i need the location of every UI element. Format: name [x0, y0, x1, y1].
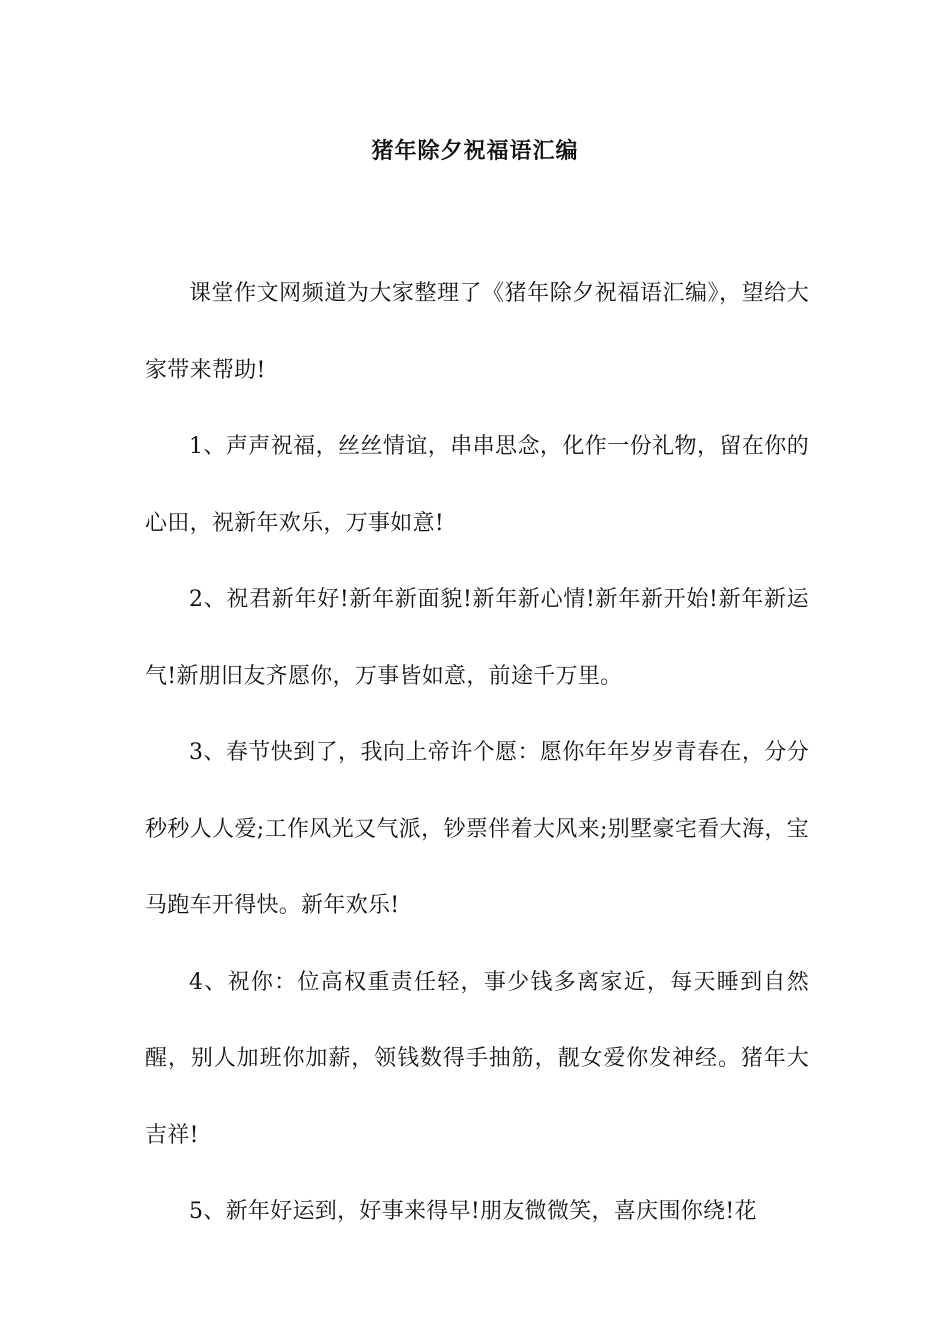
document-body [145, 256, 809, 1251]
paragraph-intro: 课堂作文网频道为大家整理了《猪年除夕祝福语汇编》，望给大家带来帮助! [145, 281, 809, 383]
paragraph-1: 1、声声祝福，丝丝情谊，串串思念，化作一份礼物，留在你的心田，祝新年欢乐，万事如意! [145, 434, 809, 536]
paragraph-2: 2、祝君新年好!新年新面貌!新年新心情!新年新开始!新年新运气!新朋旧友齐愿你，万事皆如意，前途千万里。 [145, 587, 809, 689]
paragraph-3: 3、春节快到了，我向上帝许个愿：愿你年年岁岁青春在，分分秒秒人人爱;工作风光又气派，钞票伴着大风来;别墅豪宅看大海，宝马跑车开得快。新年欢乐! [145, 740, 809, 918]
document-title: 猪年除夕祝福语汇编 [371, 139, 579, 164]
paragraph-4: 4、祝你：位高权重责任轻，事少钱多离家近，每天睡到自然醒，别人加班你加薪，领钱数得手抽筋，靓女爱你发神经。猪年大吉祥! [145, 969, 809, 1148]
paragraph-5: 5、新年好运到，好事来得早!朋友微微笑，喜庆围你绕!花 [189, 1199, 757, 1224]
